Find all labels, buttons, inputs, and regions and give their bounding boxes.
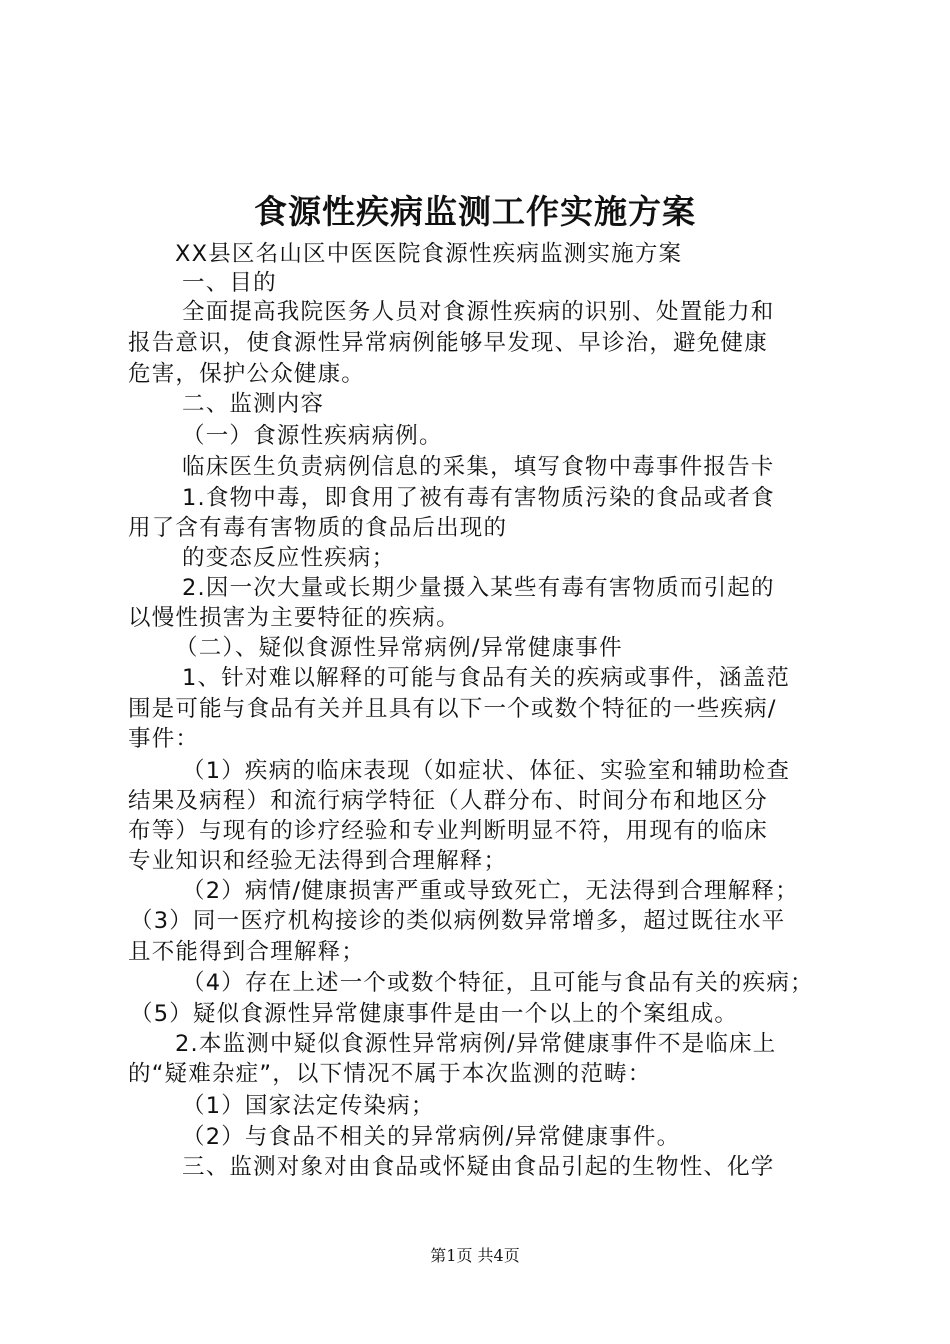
doc-line: 专业知识和经验无法得到合理解释； (128, 848, 508, 874)
document-title: 食源性疾病监测工作实施方案 (254, 192, 696, 231)
doc-line: 以慢性损害为主要特征的疾病。 (128, 605, 460, 631)
doc-line: （一）食源性疾病病例。 (182, 423, 443, 449)
doc-line: 临床医生负责病例信息的采集，填写食物中毒事件报告卡 (182, 454, 775, 480)
doc-line: （1）国家法定传染病； (182, 1093, 435, 1119)
doc-line: 1、针对难以解释的可能与食品有关的疾病或事件，涵盖范 (182, 665, 791, 691)
doc-line: 的变态反应性疾病； (182, 545, 396, 571)
doc-line: 1.食物中毒，即食用了被有毒有害物质污染的食品或者食 (182, 485, 775, 511)
doc-line: 2.因一次大量或长期少量摄入某些有毒有害物质而引起的 (182, 575, 775, 601)
doc-line: 2.本监测中疑似食源性异常病例/异常健康事件不是临床上 (175, 1031, 777, 1057)
doc-line: 且不能得到合理解释； (128, 939, 366, 965)
doc-line: （2）病情/健康损害严重或导致死亡，无法得到合理解释； (182, 878, 799, 904)
doc-line: 一、目的 (182, 270, 277, 296)
doc-line: （5）疑似食源性异常健康事件是由一个以上的个案组成。 (130, 1001, 739, 1027)
doc-line: （二）、疑似食源性异常病例/异常健康事件 (175, 635, 623, 661)
doc-line: 布等）与现有的诊疗经验和专业判断明显不符，用现有的临床 (128, 818, 768, 844)
page-number: 第1页 共4页 (430, 1246, 520, 1265)
doc-line: 全面提高我院医务人员对食源性疾病的识别、处置能力和 (182, 299, 775, 325)
doc-line: XX县区名山区中医医院食源性疾病监测实施方案 (175, 241, 683, 267)
doc-line: （4）存在上述一个或数个特征，且可能与食品有关的疾病； (182, 970, 814, 996)
doc-line: 报告意识，使食源性异常病例能够早发现、早诊治，避免健康 (128, 330, 768, 356)
doc-line: 围是可能与食品有关并且具有以下一个或数个特征的一些疾病/ (128, 696, 777, 722)
doc-line: 的“疑难杂症”，以下情况不属于本次监测的范畴： (128, 1061, 652, 1087)
doc-line: 危害，保护公众健康。 (128, 361, 366, 387)
doc-line: （3）同一医疗机构接诊的类似病例数异常增多，超过既往水平 (130, 908, 786, 934)
doc-line: 事件： (128, 726, 200, 752)
doc-line: 结果及病程）和流行病学特征（人群分布、时间分布和地区分 (128, 788, 768, 814)
doc-line: （2）与食品不相关的异常病例/异常健康事件。 (182, 1124, 681, 1150)
doc-line: 三、监测对象对由食品或怀疑由食品引起的生物性、化学 (182, 1154, 775, 1180)
doc-line: （1）疾病的临床表现（如症状、体征、实验室和辅助检查 (182, 758, 791, 784)
doc-line: 用了含有毒有害物质的食品后出现的 (128, 515, 508, 541)
doc-line: 二、监测内容 (182, 391, 325, 417)
